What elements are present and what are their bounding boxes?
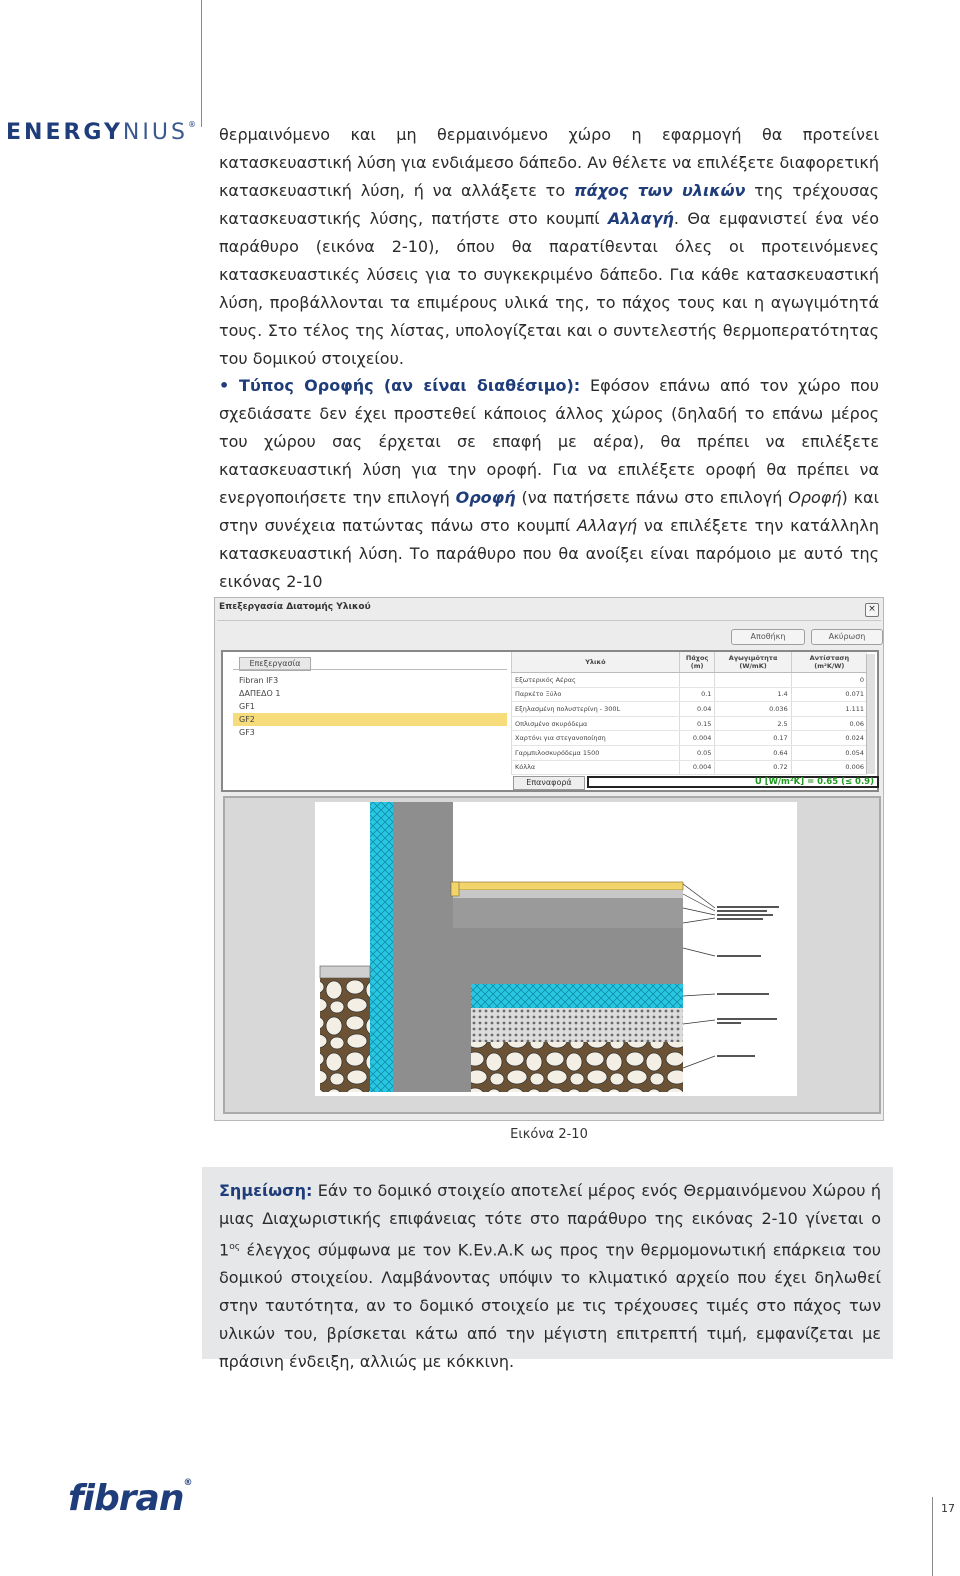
fibran-logo-text: fibran <box>68 1478 184 1519</box>
header-rule <box>201 0 202 127</box>
highlight-change: Αλλαγή <box>608 209 674 228</box>
bullet: • <box>219 376 230 395</box>
energynius-logo <box>6 120 196 145</box>
footer-rule <box>932 1497 933 1576</box>
table-row[interactable]: Εξωτερικός Αέρας 0 <box>512 673 868 688</box>
logo-text-bold: ENERGY <box>6 120 123 145</box>
list-divider <box>233 669 507 670</box>
col-resistance: Αντίσταση (m²K/W) <box>791 652 867 673</box>
table-row[interactable]: Χαρτόνι για στεγανοποίηση 0.004 0.17 0.024 <box>512 731 868 746</box>
material-section-dialog <box>214 597 884 1121</box>
col-material: Υλικό <box>512 652 680 673</box>
save-button[interactable]: Αποθήκη <box>731 629 805 645</box>
col-thickness: Πάχος (m) <box>679 652 715 673</box>
figure-caption: Εικόνα 2-10 <box>510 1127 588 1142</box>
construction-panel <box>221 650 879 792</box>
restore-button[interactable]: Επαναφορά <box>513 776 585 790</box>
table-scrollbar[interactable] <box>866 654 875 774</box>
bullet-heading: Τύπος Οροφής (αν είναι διαθέσιμο): <box>239 376 581 395</box>
list-item[interactable]: GF1 <box>239 702 255 711</box>
fibran-reg-mark: ® <box>183 1478 192 1488</box>
table-row[interactable]: Οπλισμένο σκυρόδεμα 0.15 2.5 0.06 <box>512 716 868 731</box>
title-divider <box>217 620 881 621</box>
logo-reg-mark: ® <box>187 120 196 129</box>
dialog-title: Επεξεργασία Διατομής Υλικού <box>219 602 371 612</box>
table-row[interactable]: Γαρμπιλοσκυρόδεμα 1500 0.05 0.64 0.054 <box>512 745 868 760</box>
body-paragraph-2: • Τύπος Οροφής (αν είναι διαθέσιμο): Εφόσον επάνω από τον χώρο που σχεδιάσατε δεν έχει προστεθεί κάποιος άλλος χώρος (δηλαδή το επάνω μέρος του χώρου σας έρχεται σε επαφή με αέρα), θα πρέπει να επιλέξετε κατασκευαστική λύση για την οροφή. Για να επιλέξετε οροφή θα πρέπει να ενεργοποιήσετε την επιλογή Οροφή (να πατήσετε πάνω στο επιλογή Οροφή) και στην συνέχεια πατώντας πάνω στο κουμπί Αλλαγή να επιλέξετε την κατάλληλη κατασκευαστική λύση. Το παράθυρο που θα ανοίξει είναι παρόμοιο με αυτό της εικόνας 2-10 <box>219 376 880 591</box>
logo-text-light: NIUS <box>122 120 188 145</box>
list-item[interactable]: ΔΑΠΕΔΟ 1 <box>239 689 281 698</box>
table-row[interactable]: Παρκέτο Ξύλο 0.1 1.4 0.071 <box>512 687 868 702</box>
list-item[interactable]: Fibran IF3 <box>239 676 279 685</box>
highlight-material-thickness: πάχος των υλικών <box>573 181 746 200</box>
section-drawing <box>223 796 881 1114</box>
table-row[interactable]: Εξηλασμένη πολυστερίνη - 300L 0.04 0.036 1.111 <box>512 702 868 717</box>
page-number: 17 <box>941 1502 955 1515</box>
note-label: Σημείωση: <box>219 1181 313 1200</box>
list-item-selected[interactable]: GF2 <box>233 713 507 726</box>
body-paragraph-1: θερμαινόμενο και μη θερμαινόμενο χώρο η εφαρμογή θα προτείνει κατασκευαστική λύση για ενδιάμεσο δάπεδο. Αν θέλετε να επιλέξετε διαφορετική κατασκευαστική λύση, ή να αλλάξετε το πάχος των υλικών της τρέχουσας κατασκευαστικής λύσης, πατήστε στο κουμπί Αλλαγή. Θα εμφανιστεί ένα νέο παράθυρο (εικόνα 2-10), όπου θα παρατίθενται όλες οι προτεινόμενες κατασκευαστικές λύσεις για το συγκεκριμένο δάπεδο. Για κάθε κατασκευαστική λύση, προβάλλονται τα επιμέρους υλικά της, το πάχος τους και η αγωγιμότητά τους. Στο τέλος της λίστας, υπολογίζεται και ο συντελεστής θερμοπερατότητας του δομικού στοιχείου. <box>219 125 880 368</box>
italic-roof: Οροφή <box>788 488 842 507</box>
italic-change: Αλλαγή <box>577 516 638 535</box>
tab-edit[interactable]: Επεξεργασία <box>239 657 311 671</box>
fibran-logo <box>68 1478 191 1519</box>
list-item[interactable]: GF3 <box>239 728 255 737</box>
materials-table <box>511 652 867 775</box>
table-header-row <box>512 652 868 673</box>
close-icon[interactable]: × <box>865 603 879 617</box>
table-row[interactable]: Κόλλα 0.004 0.72 0.006 <box>512 760 868 775</box>
highlight-roof: Οροφή <box>455 488 516 507</box>
floor-section-illustration <box>225 798 879 1112</box>
note-text: Σημείωση: Εάν το δομικό στοιχείο αποτελεί μέρος ενός Θερμαινόμενου Χώρου ή μιας Διαχωριστικής επιφάνειας τότε στο παράθυρο της εικόνας 2-10 γίνεται ο $1^{o\varsigma}$ έλεγχος σύμφωνα με τον Κ.Εν.Α.Κ ως προς την θερμομονωτική επάρκεια του δομικού στοιχείου. Λαμβάνοντας υπόψιν το κλιματικό αρχείο που έχει δηλωθεί στην ταυτότητα, αν το δομικό στοιχείο με τις τρέχουσες τιμές στο πάχος των υλικών του, βρίσκεται κάτω από την μέγιστη επιτρεπτή τιμή, εμφανίζεται με πράσινη ένδειξη, αλλιώς με κόκκινη. <box>219 1181 881 1372</box>
u-value-readout: U [W/m²K] = 0.65 (≤ 0.9) <box>587 776 879 788</box>
col-conductivity: Αγωγιμότητα (W/mK) <box>715 652 791 673</box>
note-box <box>202 1167 893 1372</box>
cancel-button[interactable]: Ακύρωση <box>811 629 883 645</box>
